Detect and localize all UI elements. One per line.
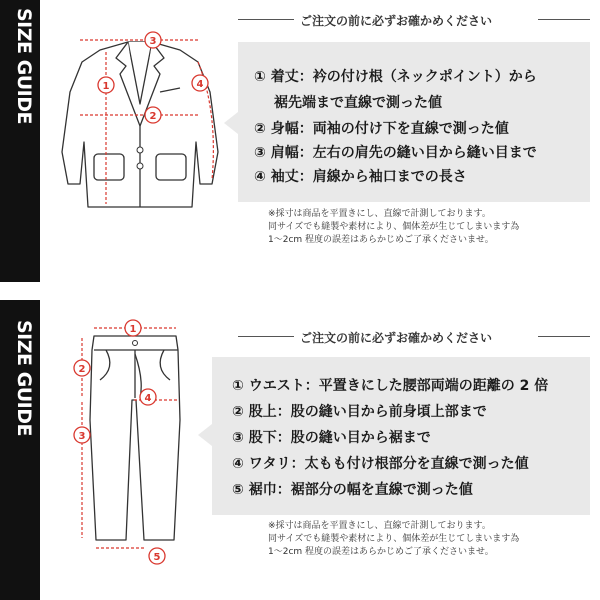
jacket-heading-text: ご注文の前に必ずお確かめください	[300, 14, 493, 28]
pants-note-3: 1〜2cm 程度の誤差はあらかじめご了承くださいませ。	[268, 547, 494, 557]
jacket-marker-1-label: 1	[102, 81, 110, 92]
side-bar-bottom	[0, 300, 40, 600]
pants-marker-4-label: 4	[144, 393, 152, 404]
jacket-marker-3-label: 3	[149, 36, 157, 47]
jacket-note-1: ※採寸は商品を平置きにし、直線で計測しております。	[268, 209, 491, 219]
pants-item-5: ⑤ 裾巾：裾部分の幅を直線で測った値	[232, 482, 473, 498]
jacket-illustration	[40, 22, 240, 252]
pants-box-pointer	[198, 424, 212, 446]
jacket-note-3: 1〜2cm 程度の誤差はあらかじめご了承くださいませ。	[268, 235, 494, 245]
pants-item-1: ① ウエスト：平置きにした腰部両端の距離の 2 倍	[232, 378, 549, 394]
jacket-item-2: ② 身幅：両袖の付け下を直線で測った値	[254, 121, 509, 137]
heading-rule-right	[538, 336, 590, 337]
heading-rule-right	[538, 19, 590, 20]
side-bar-top	[0, 0, 40, 282]
pants-info-box	[212, 357, 590, 515]
pants-item-4: ④ ワタリ：太もも付け根部分を直線で測った値	[232, 456, 529, 472]
jacket-marker-2-label: 2	[149, 111, 157, 122]
section-divider	[0, 282, 600, 300]
pants-heading-text: ご注文の前に必ずお確かめください	[300, 331, 493, 345]
jacket-item-3: ③ 肩幅：左右の肩先の縫い目から縫い目まで	[254, 145, 537, 161]
pants-item-3: ③ 股下：股の縫い目から裾まで	[232, 430, 431, 446]
pants-note-2: 同サイズでも縫製や素材により、個体差が生じてしまいます為	[268, 534, 520, 544]
size-guide-label-top: SIZE GUIDE	[13, 8, 35, 124]
jacket-note-2: 同サイズでも縫製や素材により、個体差が生じてしまいます為	[268, 222, 520, 232]
jacket-info-box	[238, 42, 590, 202]
pants-item-2: ② 股上：股の縫い目から前身頃上部まで	[232, 404, 487, 420]
jacket-marker-4-label: 4	[196, 79, 204, 90]
pants-marker-3-label: 3	[78, 431, 86, 442]
jacket-box-pointer	[224, 112, 238, 134]
size-guide-label-bottom: SIZE GUIDE	[13, 320, 35, 436]
pants-marker-1-label: 1	[129, 324, 137, 335]
heading-rule-left	[238, 336, 294, 337]
jacket-item-4: ④ 袖丈：肩線から袖口までの長さ	[254, 169, 467, 185]
jacket-notes	[268, 208, 519, 247]
pants-note-1: ※採寸は商品を平置きにし、直線で計測しております。	[268, 521, 491, 531]
pants-marker-2-label: 2	[78, 364, 86, 375]
pants-marker-5-label: 5	[153, 552, 161, 563]
jacket-item-1-cont: 裾先端まで直線で測った値	[274, 95, 442, 111]
jacket-item-1: ① 着丈：衿の付け根（ネックポイント）から	[254, 69, 537, 85]
pants-illustration	[60, 310, 210, 570]
pants-notes	[268, 520, 519, 559]
heading-rule-left	[238, 19, 294, 20]
